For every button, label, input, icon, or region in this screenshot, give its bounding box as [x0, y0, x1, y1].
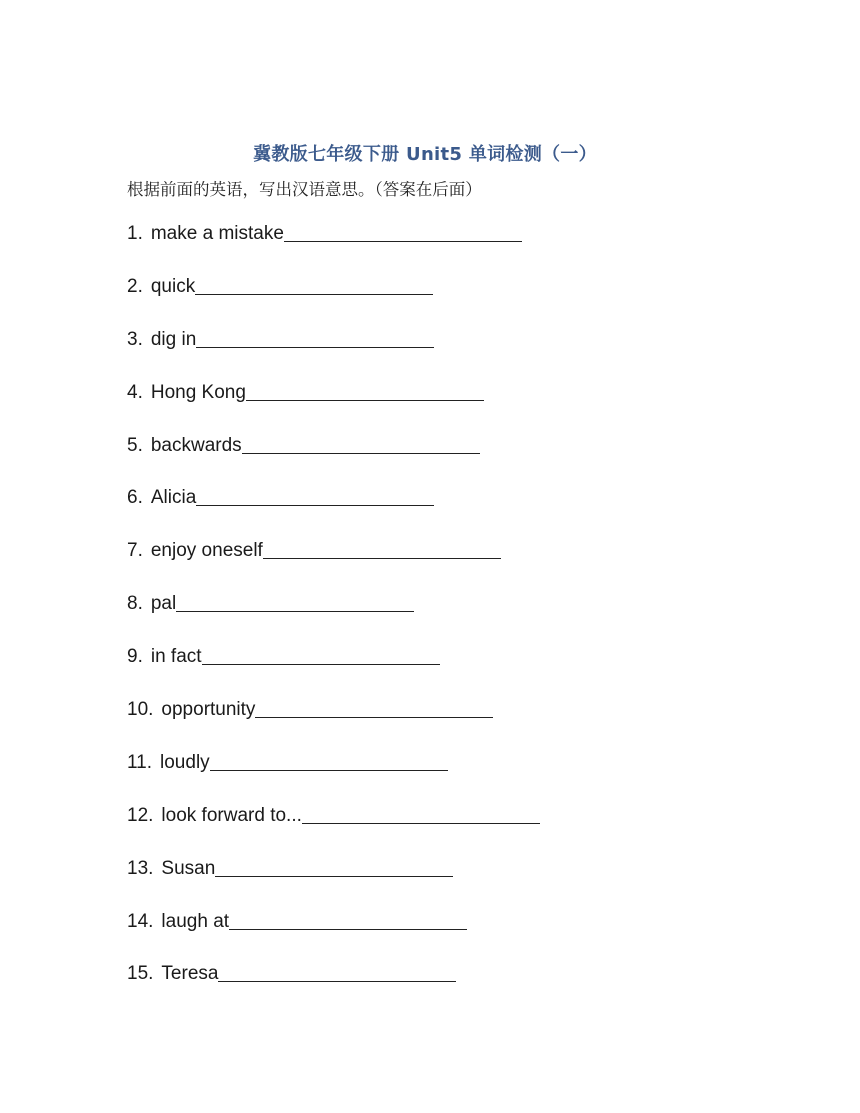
item-word: Teresa: [161, 963, 219, 985]
list-item: [127, 538, 540, 591]
item-number: 6.: [127, 487, 143, 509]
item-word: make a mistake: [150, 223, 284, 244]
answer-blank[interactable]: [195, 274, 433, 295]
list-item: [127, 485, 540, 538]
item-number: 8.: [127, 593, 143, 615]
list-item: [127, 274, 540, 327]
answer-blank[interactable]: [202, 644, 440, 665]
answer-blank[interactable]: [210, 750, 448, 771]
worksheet-title: 冀教版七年级下册 Unit5 单词检测（一）: [253, 144, 597, 165]
answer-blank[interactable]: [242, 433, 480, 454]
answer-blank[interactable]: [255, 697, 493, 718]
item-word: quick: [150, 275, 196, 297]
item-number: 1.: [127, 223, 143, 244]
list-item: [127, 750, 540, 803]
instruction-text: 根据前面的英语，写出汉语意思。（答案在后面）: [127, 180, 482, 199]
item-word: Susan: [161, 857, 216, 879]
item-word: loudly: [160, 751, 210, 773]
answer-blank[interactable]: [196, 485, 434, 506]
item-word: opportunity: [161, 699, 256, 721]
answer-blank[interactable]: [196, 327, 434, 348]
item-word: dig in: [150, 328, 197, 350]
item-number: 14.: [127, 910, 154, 932]
list-item: [127, 433, 540, 486]
answer-blank[interactable]: [229, 909, 467, 930]
item-number: 4.: [127, 381, 143, 403]
list-item: [127, 856, 540, 909]
answer-blank[interactable]: [284, 221, 522, 242]
item-word: Alicia: [150, 487, 197, 509]
list-item: [127, 644, 540, 697]
answer-blank[interactable]: [215, 856, 453, 877]
answer-blank[interactable]: [218, 961, 456, 982]
answer-blank[interactable]: [263, 538, 501, 559]
vocabulary-list: [127, 221, 540, 1014]
item-word: backwards: [150, 434, 242, 456]
list-item: [127, 380, 540, 433]
list-item: [127, 327, 540, 380]
item-word: in fact: [150, 646, 202, 668]
list-item: [127, 961, 540, 1014]
answer-blank[interactable]: [176, 591, 414, 612]
answer-blank[interactable]: [302, 803, 540, 824]
item-word: enjoy oneself: [150, 540, 263, 562]
item-word: pal: [150, 593, 177, 615]
list-item: [127, 909, 540, 962]
item-number: 12.: [127, 804, 154, 826]
item-word: laugh at: [161, 910, 230, 932]
list-item: [127, 221, 540, 274]
item-word: look forward to...: [161, 804, 302, 826]
item-number: 5.: [127, 434, 143, 456]
item-number: 7.: [127, 540, 143, 562]
item-number: 11.: [127, 751, 153, 773]
list-item: [127, 697, 540, 750]
list-item: [127, 591, 540, 644]
list-item: [127, 803, 540, 856]
item-number: 10.: [127, 699, 154, 721]
item-number: 3.: [127, 328, 143, 350]
answer-blank[interactable]: [246, 380, 484, 401]
item-number: 9.: [127, 646, 143, 668]
item-word: Hong Kong: [150, 381, 246, 403]
item-number: 13.: [127, 857, 154, 879]
item-number: 15.: [127, 963, 154, 985]
item-number: 2.: [127, 275, 143, 297]
